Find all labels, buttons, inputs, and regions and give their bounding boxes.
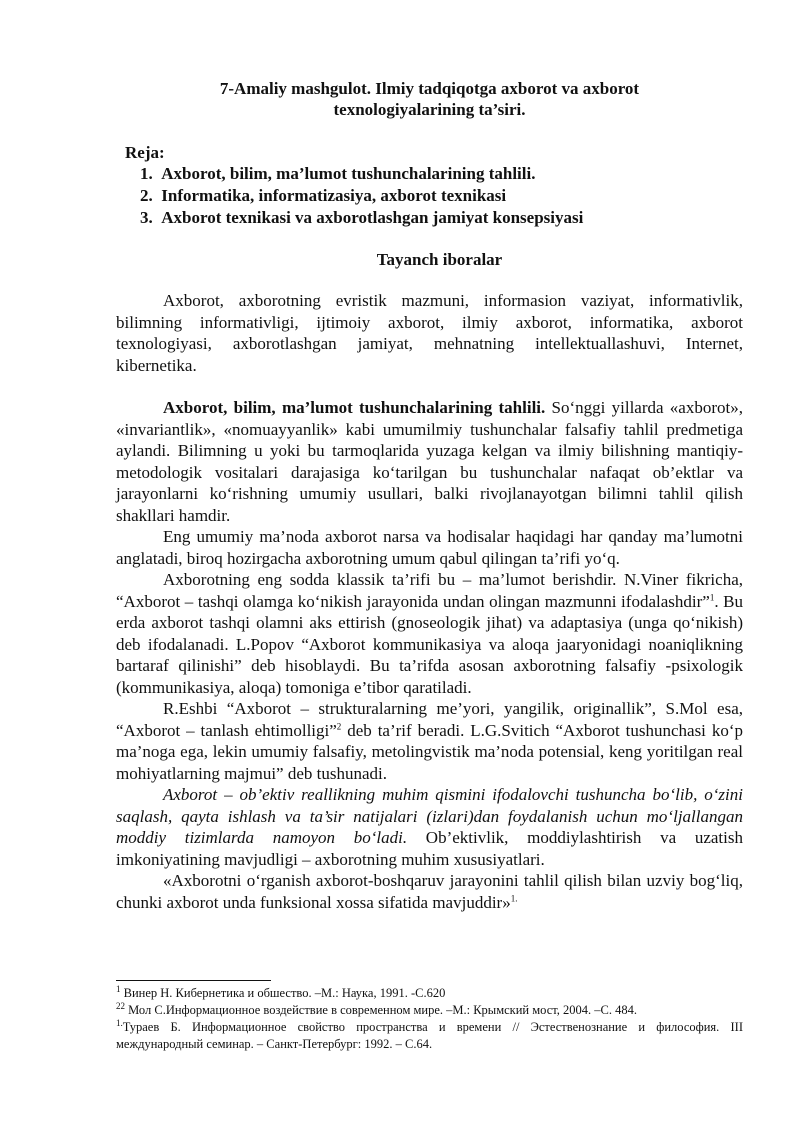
section-heading: Axborot, bilim, ma’lumot tushunchalarining tahlili. <box>163 398 546 417</box>
plan-item: 3. Axborot texnikasi va axborotlashgan jamiyat konsepsiyasi <box>140 208 584 227</box>
plan-heading: Reja: <box>125 143 165 162</box>
definition-italic: Axborot – ob’ektiv reallikning muhim qismini ifodalovchi tushuncha bo‘lib, o‘zini saqlash, qayta ishlash va ta’sir natijalari (izlari)dan foydalanish uchun mo‘ljallangan moddiy tizimlarda namoyon bo‘ladi. <box>116 785 743 847</box>
title-line-2: texnologiyalarining ta’siri. <box>333 100 526 119</box>
page-title <box>116 78 743 120</box>
body-paragraph: Axborot, bilim, ma’lumot tushunchalarining tahlili. So‘nggi yillarda «axborot», «invariantlik», «nomuayyanlik» kabi umumilmiy tushunchalar falsafiy tahlil predmetiga aylandi. Bilimning u yoki bu tarmoqlarida yuzaga kelgan va ilmiy bilishning mantiqiy-metodologik vositalari darajasiga ko‘tarilgan bu tushunchalar nafaqat ob’ektlar va jarayonlarni ko‘rishning umumiy usullari, balki rivojlanayotgan bilimni tahlil qilish shakllari hamdir. <box>116 398 743 525</box>
keywords-paragraph: Axborot, axborotning evristik mazmuni, informasion vaziyat, informativlik, bilimning informativligi, ijtimoiy axborot, ilmiy axborot, informatika, axborot texnologiyasi, axborotlashgan jamiyat, mehnatning intellektuallashuvi, Internet, kibernetika. <box>116 291 743 375</box>
body-paragraph: Axborotning eng sodda klassik ta’rifi bu – ma’lumot berishdir. N.Viner fikricha, “Axborot – tashqi olamga ko‘nikish jarayonida undan olingan mazmunni ifodalashdir”$^1$. Bu erda axborot tashqi olamni aks ettirish (gnoseologik jihat) va adaptasiya (unga qo‘nikish) deb ifodalanadi. L.Popov “Axborot kommunikasiya va aloqa jaaryonidagi noaniqlikning bartaraf qilinishi” deb hisoblaydi. Bu ta’rifda asosan axborotning falsafiy -psixologik (kommunikasiya, aloqa) tomoniga e’tibor qaratiladi. <box>116 570 744 697</box>
body-paragraph: R.Eshbi “Axborot – strukturalarning me’yori, yangilik, originallik”, S.Mol esa, “Axborot – tanlash ehtimolligi”$^2$ deb ta’rif beradi. L.G.Svitich “Axborot tushunchasi ko‘p ma’noga ega, lekin umumiy falsafiy, metolingvistik ma’noda potensial, keng yoritilgan real mohiyatlarning majmui” deb tushunadi. <box>116 699 743 783</box>
keywords-heading: Tayanch iboralar <box>376 250 503 269</box>
plan-list <box>116 163 743 229</box>
footnote-divider <box>116 980 271 981</box>
footnote-ref[interactable]: 2 <box>336 720 342 731</box>
footnotes-section <box>116 980 743 1053</box>
footnote-ref[interactable]: 1. <box>510 892 518 903</box>
body-paragraph: Axborot – ob’ektiv reallikning muhim qismini ifodalovchi tushuncha bo‘lib, o‘zini saqlash, qayta ishlash va ta’sir natijalari (izlari)dan foydalanish uchun mo‘ljallangan moddiy tizimlarda namoyon bo‘ladi. Ob’ektivlik, moddiylashtirish va uzatish imkoniyatining mavjudligi – axborotning muhim xususiyatlari. <box>116 785 743 869</box>
footnote: $^1$ Винер Н. Кибернетика и обшество. –М.: Наука, 1991. -С.620 <box>116 983 446 1000</box>
plan-item: 1. Axborot, bilim, ma’lumot tushunchalarining tahlili. <box>140 164 536 183</box>
plan-item: 2. Informatika, informatizasiya, axborot texnikasi <box>140 186 507 205</box>
footnote: $^{22}$ Мол С.Информационное воздействие в современном мире. –М.: Крымский мост, 2004. –С. 484. <box>116 1000 637 1017</box>
title-line-1: 7-Amaliy mashgulot. Ilmiy tadqiqotga axborot va axborot <box>219 79 640 98</box>
body-paragraph: Eng umumiy ma’noda axborot narsa va hodisalar haqidagi har qanday ma’lumotni anglatadi, biroq hozirgacha axborotning umum qabul qilingan ta’rifi yo‘q. <box>116 527 743 568</box>
document-page <box>116 78 743 913</box>
footnote-ref[interactable]: 1 <box>709 591 715 602</box>
footnote: $^{1.}$Тураев Б. Информационное свойство пространства и времени // Эстественознание и философия. III международный семинар. – Санкт-Петербург: 1992. – С.64. <box>116 1017 743 1051</box>
body-paragraph: «Axborotni o‘rganish axborot-boshqaruv jarayonini tahlil qilish bilan uzviy bog‘liq, chunki axborot unda funksional xossa sifatida mavjuddir»$^{1.}$ <box>116 871 743 912</box>
